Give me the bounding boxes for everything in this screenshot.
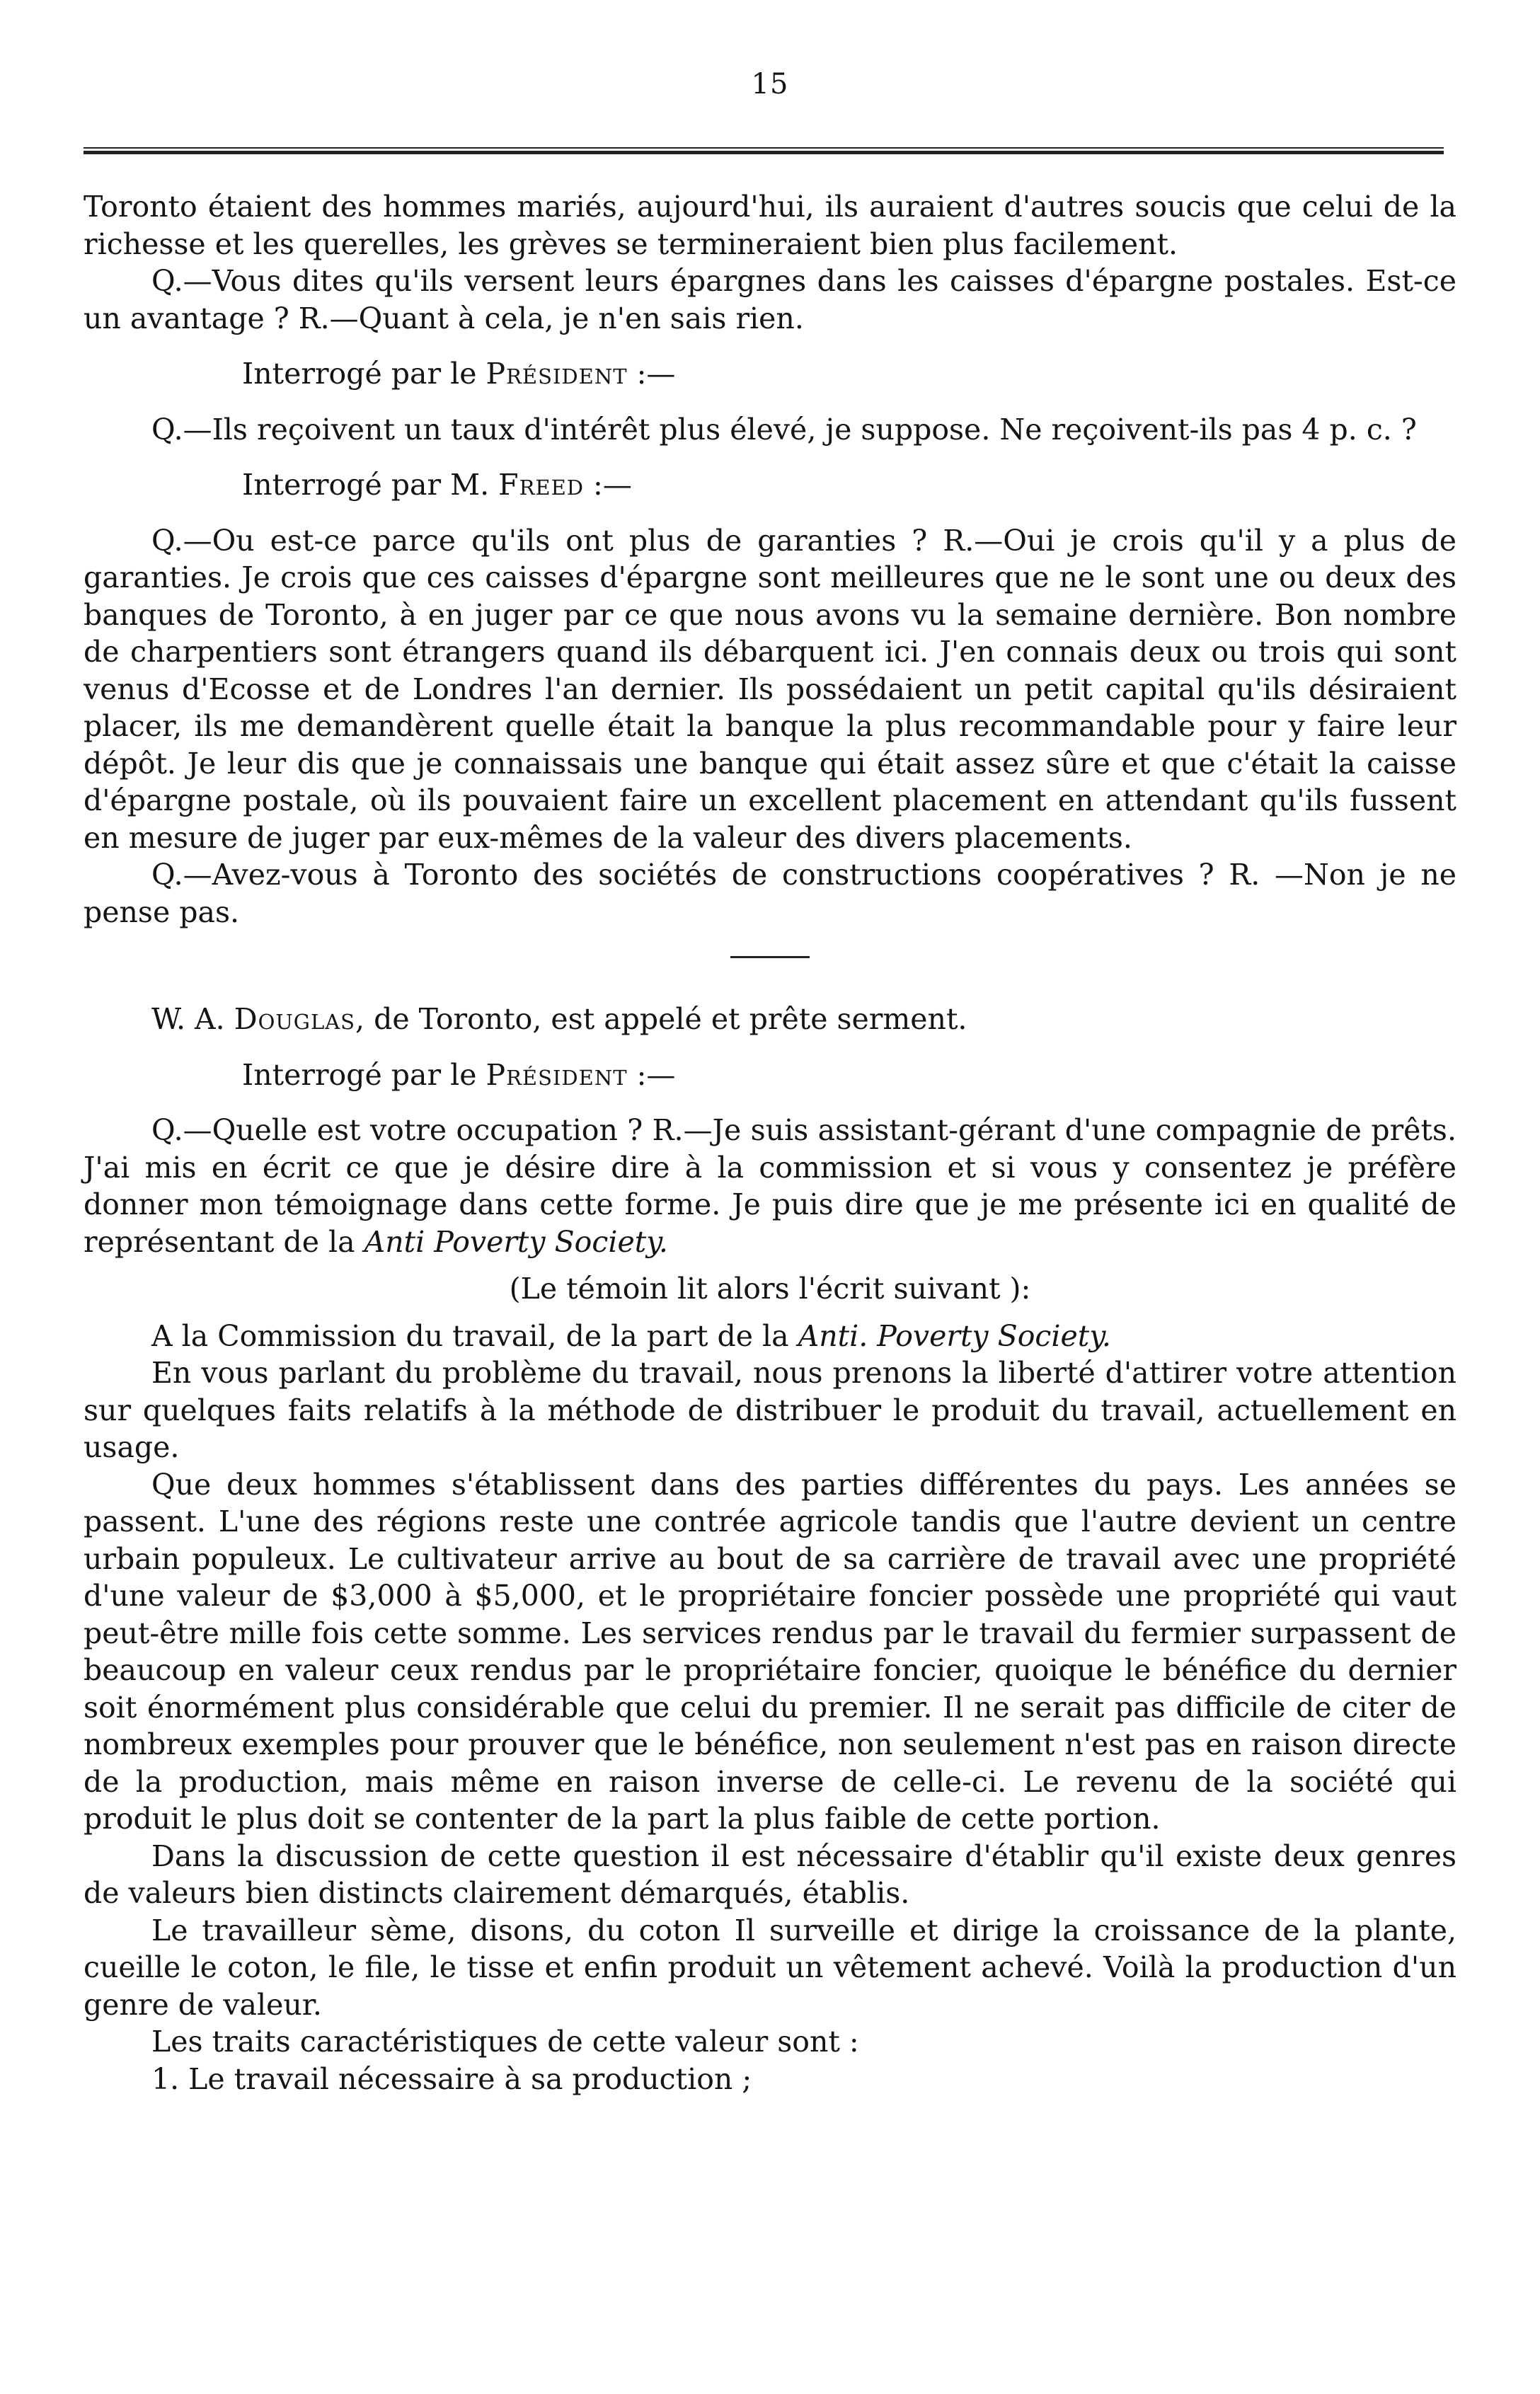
- paragraph: Que deux hommes s'établissent dans des parties différentes du pays. Les années se passent. L'une des régions reste une contrée agricole tandis que l'autre devient un centre urbain populeux. Le cultivateur arrive au bout de sa carrière de travail avec une propriété d'une valeur de $3,000 à $5,000, et le propriétaire foncier possède une propriété qui vaut peut-être mille fois cette somme. Les services rendus par le travail du fermier surpassent de beaucoup en valeur ceux rendus par le propriétaire foncier, quoique le bénéfice du dernier soit énormément plus considérable que celui du premier. Il ne serait pas difficile de citer de nombreux exemples pour prouver que le bénéfice, non seulement n'est pas en raison directe de la production, mais même en raison inverse de celle-ci. Le revenu de la société qui produit le plus doit se contenter de la part la plus faible de cette portion.: [84, 1467, 1456, 1836]
- paragraph: Le travailleur sème, disons, du coton Il surveille et dirige la croissance de la plante, cueille le coton, le file, le tisse et enfin produit un vêtement achevé. Voilà la production d'un genre de valeur.: [84, 1913, 1456, 2022]
- witness-suffix: , de Toronto, est appelé et prête serment.: [355, 1002, 967, 1036]
- paragraph: Q.—Ils reçoivent un taux d'intérêt plus élevé, je suppose. Ne reçoivent-ils pas 4 p. c. ?: [151, 412, 1417, 447]
- witness-name: Douglas: [234, 1002, 356, 1036]
- paragraph-text: Q.—Quelle est votre occupation ? R.—Je suis assistant-gérant d'une compagnie de prêts. J'ai mis en écrit ce que je désire dire à la commission et si vous y consentez je préfère donner mon témoignage dans cette forme. Je puis dire que je me présente ici en qualité de représentant de la: [84, 1113, 1456, 1259]
- examiner-heading: [84, 355, 1456, 393]
- paragraph: [84, 1112, 1456, 1260]
- examiner-heading: [84, 1057, 1456, 1094]
- heading-prefix: Interrogé par M.: [242, 468, 499, 502]
- heading-prefix: Interrogé par le: [242, 1057, 486, 1092]
- examiner-name: Président: [485, 357, 628, 391]
- address-text: A la Commission du travail, de la part de la: [151, 1318, 798, 1353]
- paragraph: Les traits caractéristiques de cette valeur sont :: [151, 2025, 859, 2059]
- reading-note: (Le témoin lit alors l'écrit suivant ):: [509, 1272, 1031, 1306]
- section-divider: [730, 956, 810, 958]
- paragraph: Q.—Avez-vous à Toronto des sociétés de constructions coopératives ? R. —Non je ne pense pas.: [84, 858, 1456, 929]
- examiner-name: Freed: [498, 468, 585, 502]
- examiner-name: Président: [485, 1057, 628, 1092]
- paragraph: Dans la discussion de cette question il est nécessaire d'établir qu'il existe deux genres de valeurs bien distincts clairement démarqués, établis.: [84, 1838, 1456, 1910]
- page-number: 15: [751, 68, 789, 100]
- paragraph: En vous parlant du problème du travail, nous prenons la liberté d'attirer votre attention sur quelques faits relatifs à la méthode de distribuer le produit du travail, actuellement en usage.: [84, 1356, 1456, 1464]
- address-line: [84, 1318, 1456, 1355]
- paragraph: Q.—Ou est-ce parce qu'ils ont plus de garanties ? R.—Oui je crois qu'il y a plus de garanties. Je crois que ces caisses d'épargne sont meilleures que ne le sont une ou deux des banques de Toronto, à en juger par ce que nous avons vu la semaine dernière. Bon nombre de charpentiers sont étrangers quand ils débarquent ici. J'en connais deux ou trois qui sont venus d'Ecosse et de Londres l'an dernier. Ils possédaient un petit capital qu'ils désiraient placer, ils me demandèrent quelle était la banque la plus recommandable pour y faire leur dépôt. Je leur dis que je connaissais une banque qui était assez sûre et que c'était la caisse d'épargne postale, où ils pouvaient faire un excellent placement en attendant qu'ils fussent en mesure de juger par eux-mêmes de la valeur des divers placements.: [84, 523, 1456, 855]
- paragraph: Q.—Vous dites qu'ils versent leurs épargnes dans les caisses d'épargne postales. Est-ce un avantage ? R.—Quant à cela, je n'en sais rien.: [84, 264, 1456, 335]
- society-name: Anti Poverty Society.: [364, 1224, 668, 1259]
- list-item: 1. Le travail nécessaire à sa production ;: [151, 2061, 752, 2096]
- witness-prefix: W. A.: [151, 1002, 234, 1036]
- heading-suffix: :—: [584, 468, 632, 502]
- witness-line: [84, 1001, 1456, 1038]
- heading-suffix: :—: [627, 357, 676, 391]
- paragraph: Toronto étaient des hommes mariés, aujourd'hui, ils auraient d'autres soucis que celui de la richesse et les querelles, les grèves se termineraient bien plus facilement.: [84, 190, 1456, 261]
- heading-suffix: :—: [627, 1057, 676, 1092]
- examiner-heading: [84, 466, 1456, 504]
- society-name: Anti. Poverty Society.: [798, 1318, 1111, 1353]
- heading-prefix: Interrogé par le: [242, 357, 486, 391]
- body-text: [84, 188, 1456, 2097]
- header-double-rule: [84, 147, 1444, 154]
